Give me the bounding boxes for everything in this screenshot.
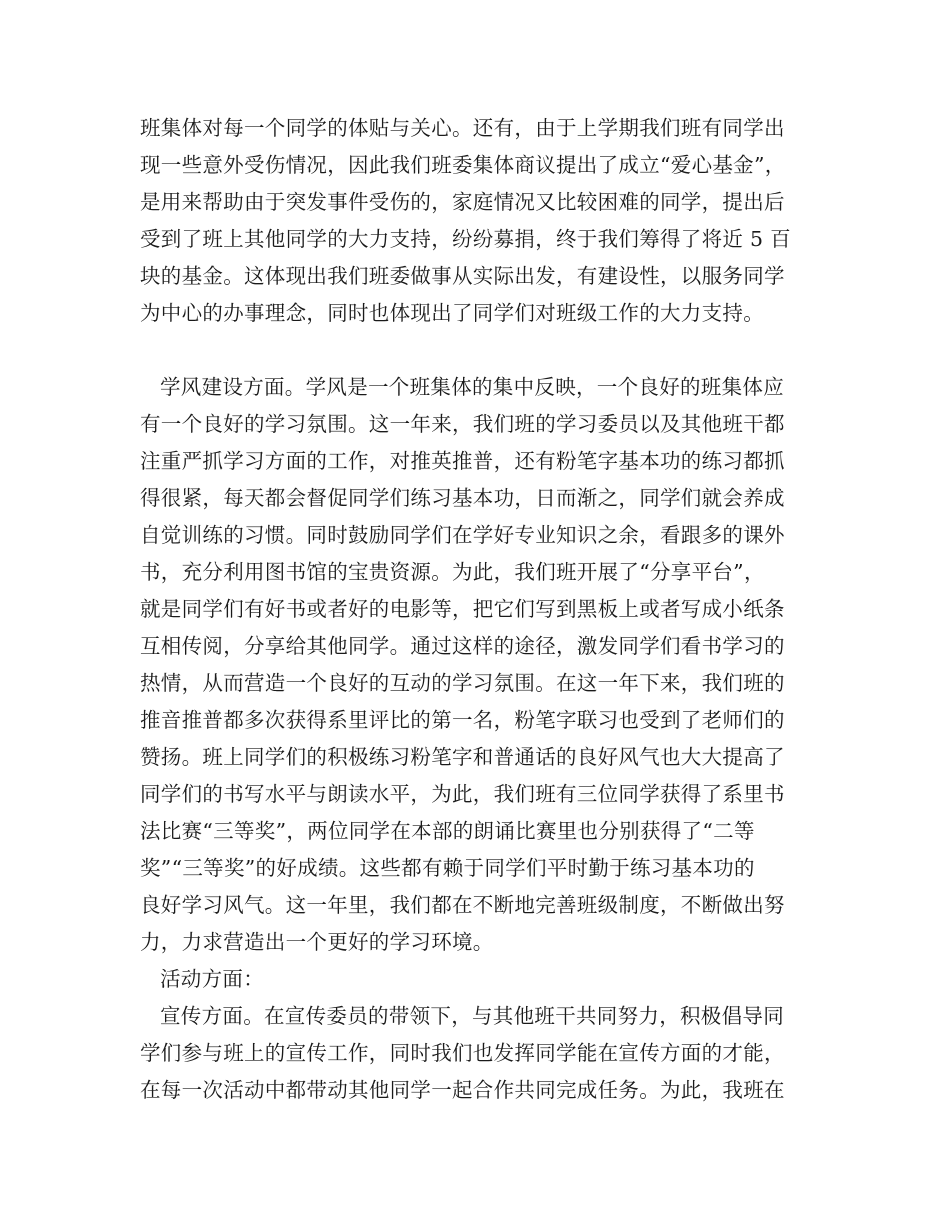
text-line: 力，力求营造出一个更好的学习环境。 (140, 930, 494, 954)
text-line: 就是同学们有好书或者好的电影等，把它们写到黑板上或者写成小纸条 (140, 597, 785, 621)
paragraph-first-line: 宣传方面。在宣传委员的带领下，与其他班干共同努力，积极倡导同 (160, 1004, 784, 1028)
text-line: 块的基金。这体现出我们班委做事从实际出发，有建设性，以服务同学 (140, 264, 785, 288)
text-line: 赞扬。班上同学们的积极练习粉笔字和普通话的良好风气也大大提高了 (140, 745, 785, 769)
text-line: 法比赛“三等奖”，两位同学在本部的朗诵比赛里也分别获得了“二等 (140, 819, 755, 843)
text-line: 得很紧，每天都会督促同学们练习基本功，日而渐之，同学们就会养成 (140, 486, 785, 510)
text-line: 现一些意外受伤情况，因此我们班委集体商议提出了成立“爱心基金”， (140, 153, 786, 177)
section-heading: 活动方面： (160, 967, 264, 991)
text-line: 同学们的书写水平与朗读水平，为此，我们班有三位同学获得了系里书 (140, 782, 785, 806)
text-line: 有一个良好的学习氛围。这一年来，我们班的学习委员以及其他班干都 (140, 412, 785, 436)
paragraph-first-line: 学风建设方面。学风是一个班集体的集中反映，一个良好的班集体应 (160, 375, 784, 399)
text-line: 班集体对每一个同学的体贴与关心。还有，由于上学期我们班有同学出 (140, 116, 785, 140)
text-line: 奖”“三等奖”的好成绩。这些都有赖于同学们平时勤于练习基本功的 (140, 856, 755, 880)
text-line: 书，充分利用图书馆的宝贵资源。为此，我们班开展了“分享平台”， (140, 560, 765, 584)
text-line: 热情，从而营造一个良好的互动的学习氛围。在这一年下来，我们班的 (140, 671, 785, 695)
text-line: 受到了班上其他同学的大力支持，纷纷募捐，终于我们筹得了将近 5 百 (140, 227, 791, 251)
text-line: 推音推普都多次获得系里评比的第一名，粉笔字联习也受到了老师们的 (140, 708, 785, 732)
text-line: 在每一次活动中都带动其他同学一起合作共同完成任务。为此，我班在 (140, 1078, 785, 1102)
text-line: 是用来帮助由于突发事件受伤的，家庭情况又比较困难的同学，提出后 (140, 190, 785, 214)
text-line: 良好学习风气。这一年里，我们都在不断地完善班级制度，不断做出努 (140, 893, 785, 917)
text-line: 为中心的办事理念，同时也体现出了同学们对班级工作的大力支持。 (140, 301, 764, 325)
text-line: 自觉训练的习惯。同时鼓励同学们在学好专业知识之余，看跟多的课外 (140, 523, 785, 547)
text-line: 注重严抓学习方面的工作，对推英推普，还有粉笔字基本功的练习都抓 (140, 449, 785, 473)
text-line: 互相传阅，分享给其他同学。通过这样的途径，激发同学们看书学习的 (140, 634, 785, 658)
text-line: 学们参与班上的宣传工作，同时我们也发挥同学能在宣传方面的才能， (140, 1041, 785, 1065)
